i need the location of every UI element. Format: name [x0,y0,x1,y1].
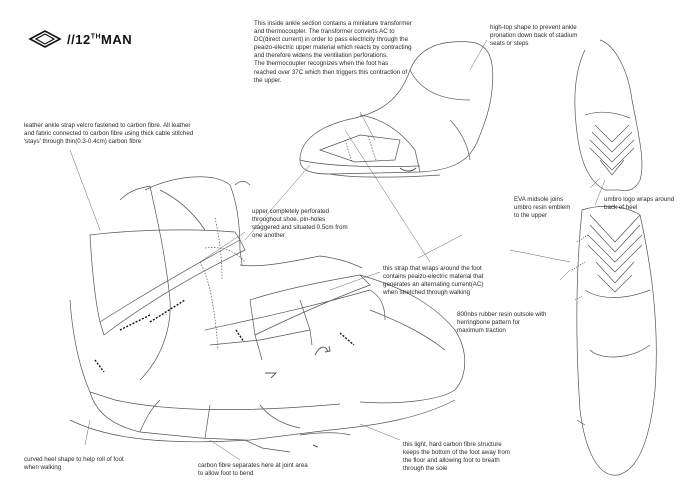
outsole-view [572,206,656,475]
brand-logo [28,30,132,48]
note-perforated: upper completely perforated throughout shoe. pin-holes staggered and situated 0.5cm from one another [252,208,348,240]
note-leather-strap: leather ankle strap velcro fastened to carbon fibre. All leather and fabric connected to carbon fibre using thick cable stitched 'stays' through thin(0.3-0.4cm) carbon fibre [24,122,194,146]
leader-lines [70,40,605,460]
note-ankle-section: This inside ankle section contains a miniature transformer and thermocoupler. The transformer converts AC to DC(direct current) in order to pass electricity through the peaizo-electric upper material which reacts by contracting and therefore widens the ventilation perforations. The thermocoupler recognizes when the foot has reached over 37C which then triggers this contraction of the upper. [254,20,412,84]
back-heel-view [575,40,642,191]
note-curved-heel: curved heel shape to help roll of foot when walking [24,456,124,472]
note-carbon-joint: carbon fibre separates here at joint area to allow foot to bend [198,462,308,478]
umbro-diamond-icon [28,30,62,48]
brand-title: //12THMAN [67,31,133,47]
note-logo-wraps: umbro logo wraps around back of heel [604,196,675,212]
note-carbon-structure: this light, hard carbon fibre structure keeps the bottom of the foot away from the floor and allowing foot to breath through the sole [403,441,510,473]
note-eva-midsole: EVA midsole joins umbro resin emblem to the upper [514,196,571,220]
note-high-top: high-top shape to prevent ankle pronation down back of stadium seats or steps [490,24,578,48]
note-strap-wraps: this strap that wraps around the foot contains peaizo-electric material that generates an alternating current(AC) when stretched through walking [383,265,484,297]
note-outsole: 800nbs rubber resin outsole with herringbone pattern for maximum traction [457,311,547,335]
